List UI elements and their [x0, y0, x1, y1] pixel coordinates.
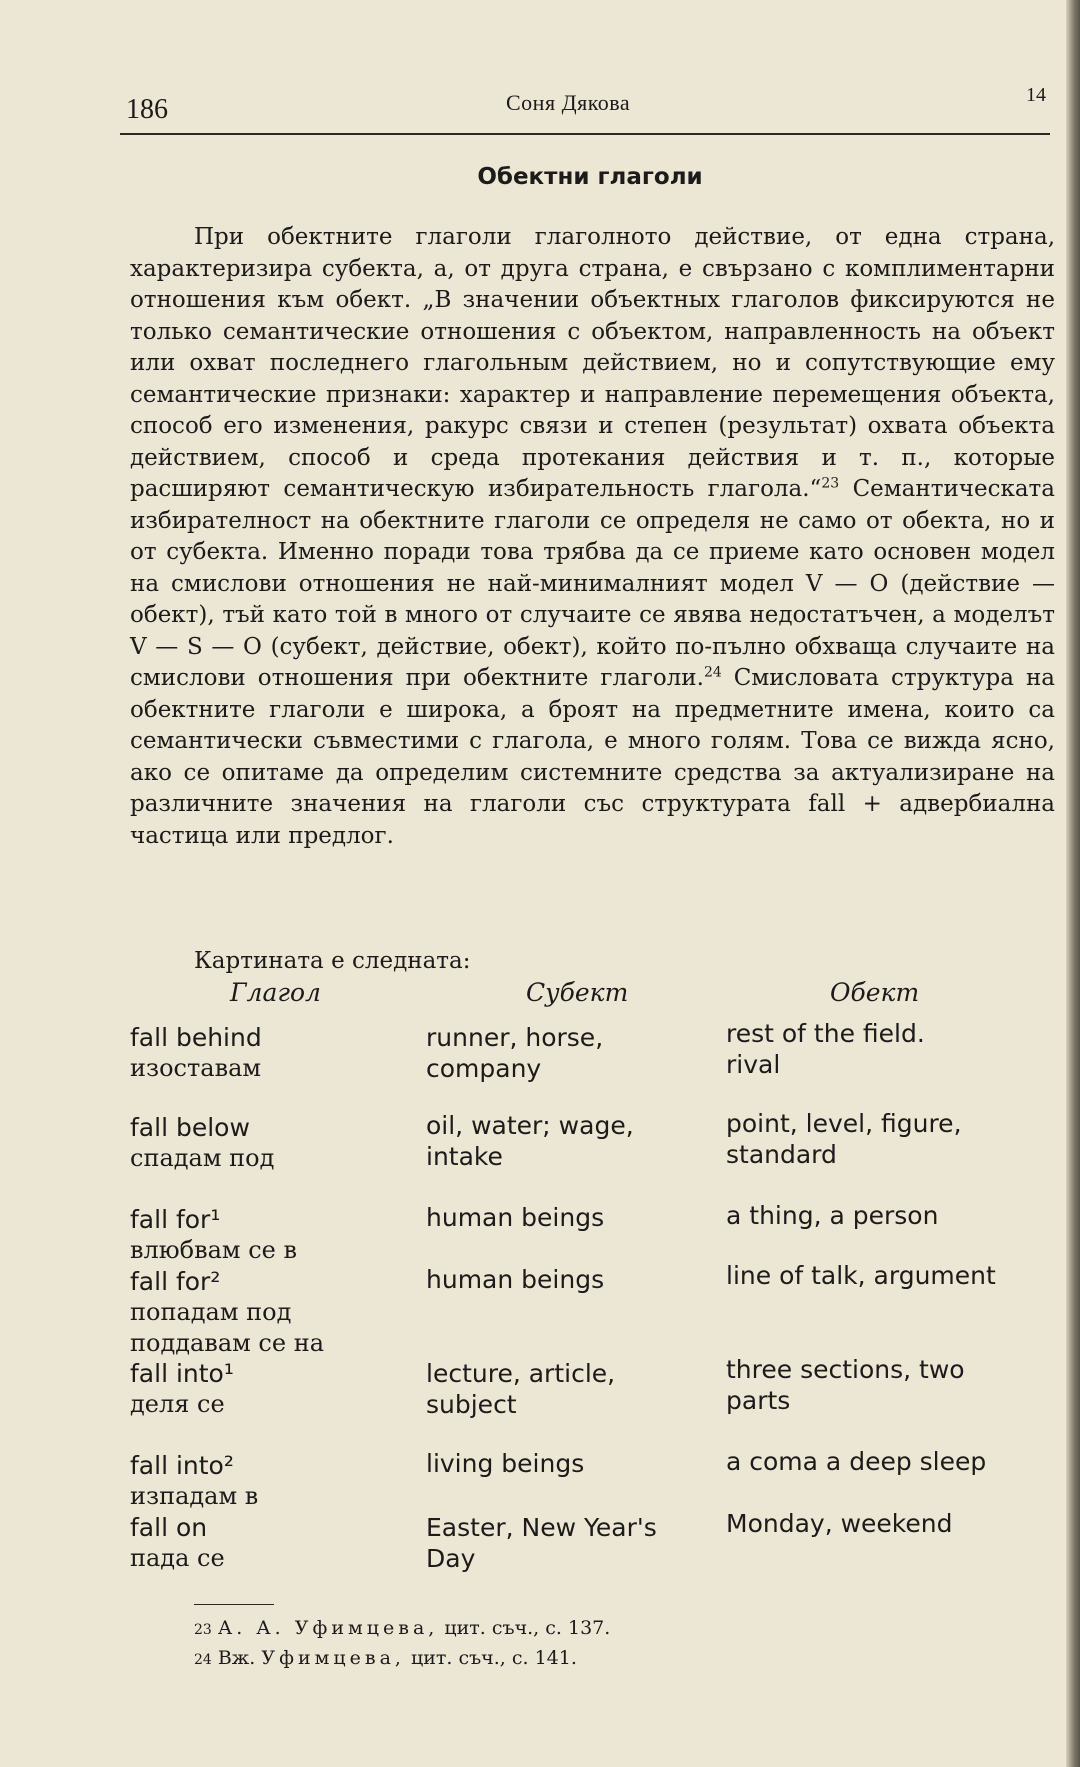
verb-bulgarian: поддавам се на — [130, 1329, 325, 1357]
subject-text: Easter, New Year's — [426, 1513, 657, 1542]
paragraph-part-3: Смисловата структура на обектните глаголи е широка, а броят на предметните имена, които са семантически съвместими с глагола, е много голям. Това се вижда ясно, ако се опитаме да определим системните средства за актуализиране на различните значения на глаголи със структурата fall + адвербиална частица или предлог. — [130, 665, 1055, 849]
object-text: a coma a deep sleep — [726, 1447, 987, 1476]
subject-text: runner, horse, — [426, 1023, 604, 1052]
object-text: a thing, a person — [726, 1201, 939, 1230]
verb-english: fall into² — [130, 1451, 234, 1480]
table-row-verb — [130, 1266, 410, 1359]
footnote-prefix: Вж. — [217, 1647, 262, 1669]
footnote-ref-24[interactable]: 24 — [703, 664, 722, 681]
table-row-object — [726, 1508, 1066, 1539]
table-row-verb — [130, 1022, 410, 1084]
table-row-object — [726, 1108, 1066, 1170]
table-row-verb — [130, 1512, 410, 1574]
subject-text: company — [426, 1054, 542, 1083]
subject-text: subject — [426, 1390, 517, 1419]
table-row-subject — [426, 1202, 726, 1233]
verb-bulgarian: влюбвам се в — [130, 1236, 298, 1264]
paragraph-part-2: Семантическата избирателност на обектните глаголи се определя не само от обекта, но и от субекта. Именно поради това трябва да се приеме като основен модел на смислови отношения не най-минималният модел V — O (действие — обект), тъй като той в много от случаите се явява недостатъчен, а моделът V — S — O (субект, действие, обект), който по-пълно обхваща случаите на смислови отношения при обектните глаголи. — [130, 476, 1055, 691]
verb-english: fall behind — [130, 1023, 262, 1052]
column-header-subject: Субект — [526, 978, 629, 1007]
table-row-verb — [130, 1204, 410, 1266]
subject-text: Day — [426, 1544, 476, 1573]
subject-text: oil, water; wage, — [426, 1111, 634, 1140]
verb-bulgarian: деля се — [130, 1390, 225, 1418]
table-row-subject — [426, 1512, 726, 1574]
verb-bulgarian: попадам под — [130, 1298, 292, 1326]
verb-english: fall for² — [130, 1267, 221, 1296]
subject-text: human beings — [426, 1203, 605, 1232]
object-text: rest of the field. — [726, 1019, 925, 1048]
subject-text: lecture, article, — [426, 1359, 616, 1388]
footnote-rule — [194, 1604, 274, 1605]
table-row-verb — [130, 1358, 410, 1420]
verb-bulgarian: изоставам — [130, 1054, 262, 1082]
table-row-verb — [130, 1112, 410, 1174]
footnote-23 — [194, 1614, 610, 1644]
table-row-object — [726, 1446, 1066, 1477]
verb-bulgarian: пада се — [130, 1544, 225, 1572]
object-text: point, level, figure, — [726, 1109, 962, 1138]
subject-text: intake — [426, 1142, 503, 1171]
footnote-number: 23 — [194, 1622, 212, 1638]
verb-bulgarian: спадам под — [130, 1144, 275, 1172]
table-row-object — [726, 1200, 1066, 1231]
object-text: Monday, weekend — [726, 1509, 953, 1538]
footnote-24 — [194, 1644, 610, 1674]
verb-english: fall into¹ — [130, 1359, 234, 1388]
table-intro: Картината е следната: — [194, 948, 471, 974]
object-text: standard — [726, 1140, 837, 1169]
footnote-text: цит. съч., с. 141. — [404, 1647, 577, 1669]
object-text: three sections, two — [726, 1355, 965, 1384]
footnote-author: Уфимцева, — [261, 1647, 405, 1669]
subject-text: human beings — [426, 1265, 605, 1294]
page-number: 186 — [126, 94, 168, 125]
footnotes — [194, 1614, 610, 1674]
object-text: line of talk, argument — [726, 1261, 996, 1290]
table-row-object — [726, 1260, 1066, 1291]
subject-text: living beings — [426, 1449, 585, 1478]
page-edge-shadow — [1066, 0, 1080, 1767]
verb-english: fall for¹ — [130, 1205, 221, 1234]
table-row-subject — [426, 1448, 726, 1479]
table-row-subject — [426, 1022, 726, 1084]
table-row-object — [726, 1018, 1066, 1080]
running-title: Соня Дякова — [506, 90, 631, 115]
footnote-number: 24 — [194, 1652, 212, 1668]
table-row-verb — [130, 1450, 410, 1512]
table-row-subject — [426, 1110, 726, 1172]
verb-english: fall below — [130, 1113, 250, 1142]
column-header-verb: Глагол — [230, 978, 321, 1007]
table-row-subject — [426, 1264, 726, 1295]
verb-bulgarian: изпадам в — [130, 1482, 259, 1510]
object-text: parts — [726, 1386, 791, 1415]
footnote-author: А. А. Уфимцева, — [217, 1617, 439, 1639]
footnote-ref-23[interactable]: 23 — [821, 475, 840, 492]
table-row-object — [726, 1354, 1066, 1416]
paragraph-part-1: При обектните глаголи глаголното действие, от една страна, характеризира субекта, а, от друга страна, е свързано с комплиментарни отношения към обект. „В значении объектных глаголов фиксируются не только семантические отношения с объектом, направленность на объект или охват последнего глагольным действием, но и сопутствующие ему семантические признаки: характер и направление перемещения объекта, способ его изменения, ракурс связи и степен (результат) охвата объекта действием, способ и среда протекания действия и т. п., которые расширяют семантическую избирательность глагола.“ — [130, 224, 1055, 502]
running-header — [126, 84, 1056, 134]
verb-english: fall on — [130, 1513, 208, 1542]
table-row-subject — [426, 1358, 726, 1420]
section-heading: Обектни глаголи — [477, 164, 703, 190]
header-rule — [120, 133, 1050, 135]
signature-number: 14 — [1026, 84, 1046, 106]
body-paragraph — [130, 222, 1055, 852]
object-text: rival — [726, 1050, 781, 1079]
column-header-object: Обект — [830, 978, 920, 1007]
footnote-text: цит. съч., с. 137. — [438, 1617, 611, 1639]
